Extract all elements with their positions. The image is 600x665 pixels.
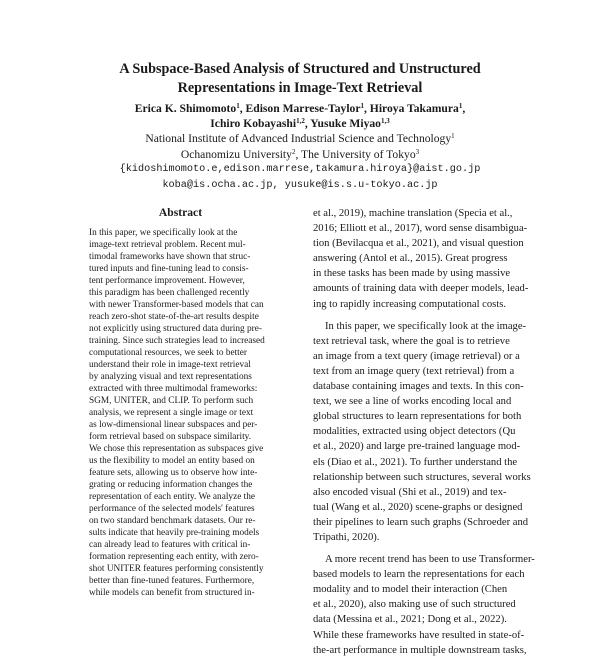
body-line: text from an image query (text retrieval) from a	[313, 365, 515, 377]
author-separator: ,	[239, 102, 246, 115]
abstract-line: tured inputs and fine-tuning lead to consis-	[89, 264, 249, 274]
author-name: Hiroya Takamura	[369, 102, 459, 115]
email-line: koba@is.ocha.ac.jp, yusuke@is.s.u-tokyo.ac.jp	[162, 180, 438, 191]
abstract-line: better than fine-tuned features. Furthermore,	[89, 576, 255, 586]
body-line: et al., 2019), machine translation (Specia et al.,	[313, 208, 513, 219]
author-affil-sup: 1	[236, 102, 240, 110]
body-line: et al., 2020), also making use of such structured	[313, 599, 516, 611]
affiliation-aist: National Institute of Advanced Industrial Science and Technology	[145, 132, 452, 145]
abstract-line: performance of the selected models' features	[89, 504, 255, 514]
author-name: Ichiro Kobayashi	[210, 117, 297, 130]
author-separator: ,	[462, 102, 466, 115]
body-line: modality and to model their interaction (Chen	[313, 584, 508, 596]
intro-column	[313, 206, 535, 665]
abstract-line: shot UNITER features performing consistently	[89, 564, 264, 574]
author-affil-sup: 1,3	[380, 117, 390, 125]
abstract-line: sults indicate that heavily pre-training models	[89, 528, 260, 538]
abstract-line: We chose this representation as subspaces give	[89, 444, 264, 454]
author-affil-sup: 1	[458, 102, 463, 110]
author-line-2	[0, 116, 600, 131]
abstract-line: grating or reducing information changes the	[89, 480, 253, 490]
body-line: amounts of training data with deeper models, lead-	[313, 283, 529, 295]
abstract-line: computational resources, we seek to better	[89, 348, 247, 358]
abstract-heading: Abstract	[158, 206, 203, 219]
body-line: In this paper, we specifically look at the image-	[325, 320, 527, 332]
body-line: text, we see a line of works encoding local and	[313, 396, 512, 408]
abstract-line: understand their role in image-text retrieval	[89, 360, 251, 370]
title-line-1: A Subspace-Based Analysis of Structured and Unstructured	[119, 61, 481, 77]
body-line: text retrieval task, where the goal is to retrieve	[313, 335, 510, 347]
paper-title	[0, 60, 600, 98]
affiliation-tokyo: , The University of Tokyo	[295, 147, 416, 161]
author-name: Erica K. Shimomoto	[134, 102, 237, 115]
body-line: relationship between such structures, several works	[313, 471, 531, 483]
abstract-line: extracted with three multimodal frameworks:	[89, 384, 258, 394]
body-line: also encoded visual (Shi et al., 2019) and tex-	[313, 486, 507, 498]
body-line: an image from a text query (image retrieval) or a	[313, 350, 520, 362]
affiliation-ochanomizu: Ochanomizu University	[180, 147, 292, 161]
body-line: database containing images and texts. In this con-	[313, 381, 524, 393]
author-name: Yusuke Miyao	[310, 117, 381, 130]
abstract-line: with newer Transformer-based models that can	[89, 300, 264, 310]
abstract-body	[89, 227, 272, 599]
abstract-line: reach zero-shot state-of-the-art results despite	[89, 312, 259, 322]
body-line: 2016; Elliott et al., 2017), word sense disambigua-	[313, 223, 528, 235]
body-line: tion (Bevilacqua et al., 2021), and visual question	[313, 238, 524, 250]
body-line: ing to rapidly increasing computational costs.	[313, 298, 506, 310]
affil-sup: 2	[291, 147, 296, 156]
abstract-line: not explicitly using structured data during pre-	[89, 324, 262, 334]
body-line: modalities, extracted using object detectors (Qu	[313, 426, 516, 438]
body-line: et al., 2020) and large pre-trained language mod-	[313, 441, 521, 453]
title-line-2: Representations in Image-Text Retrieval	[177, 80, 423, 96]
intro-paragraph-3	[313, 552, 535, 658]
body-line: answering (Antol et al., 2015). Great progress	[313, 253, 508, 265]
body-line: While these frameworks have resulted in state-of-	[313, 629, 525, 641]
author-separator: ,	[304, 117, 311, 130]
body-line: tual (Wang et al., 2020) scene-graphs or designed	[313, 501, 523, 513]
abstract-line: by analyzing visual and text representations	[89, 372, 252, 382]
body-line: Tripathi, 2020).	[313, 531, 380, 543]
abstract-line: form retrieval based on subspace similarity.	[89, 432, 252, 442]
abstract-line: representation of each entity. We analyze the	[89, 492, 255, 502]
abstract-line: training. Since such strategies lead to increased	[89, 336, 265, 346]
affil-sup: 1	[451, 132, 455, 140]
abstract-line: on two standard benchmark datasets. Our re-	[89, 516, 256, 526]
body-line: their pipelines to learn such graphs (Schroeder and	[313, 516, 529, 528]
affiliation-line-1	[0, 131, 600, 147]
abstract-line: image-text retrieval problem. Recent mul-	[89, 240, 246, 250]
body-line: global structures to learn representations for both	[313, 411, 522, 423]
abstract-line: SGM, UNITER, and CLIP. To perform such	[89, 396, 254, 406]
abstract-line: timodal frameworks have shown that struc-	[89, 252, 251, 262]
author-line-1	[0, 101, 600, 116]
abstract-line: analysis, we represent a single image or text	[89, 408, 254, 418]
abstract-line: while models can benefit from structured in-	[89, 588, 255, 598]
abstract-line: can already lead to features with critical in-	[89, 540, 251, 550]
body-line: in these tasks has been made by using massive	[313, 268, 511, 280]
body-line: data (Messina et al., 2021; Dong et al., 2022).	[313, 614, 507, 626]
author-separator: ,	[364, 102, 370, 115]
abstract-line: formation representing each entity, with zero-	[89, 552, 259, 562]
email-block	[0, 162, 600, 194]
abstract-line: this paradigm has been challenged recently	[89, 288, 250, 298]
abstract-line: as low-dimensional linear subspaces and per-	[89, 420, 258, 430]
body-line: the-art performance in multiple downstream tasks,	[313, 644, 527, 656]
author-list	[0, 101, 600, 131]
affiliations	[0, 131, 600, 162]
body-line: A more recent trend has been to use Transformer-	[325, 554, 535, 566]
abstract-line: tent performance improvement. However,	[89, 276, 245, 286]
intro-paragraph-1	[313, 206, 529, 312]
email-line: {kidoshimomoto.e,edison.marrese,takamura.hiroya}@aist.go.jp	[119, 164, 481, 175]
affil-sup: 3	[415, 147, 420, 156]
abstract-line: In this paper, we specifically look at the	[89, 228, 238, 238]
affiliation-line-2	[0, 147, 600, 163]
body-line: els (Diao et al., 2021). To further understand the	[313, 456, 518, 468]
author-affil-sup: 1	[360, 102, 364, 110]
abstract-line: us the flexibility to model an entity based on	[89, 456, 255, 466]
author-name: Edison Marrese-Taylor	[245, 102, 361, 115]
intro-paragraph-2	[313, 319, 531, 545]
author-affil-sup: 1,2	[296, 117, 305, 125]
body-line: based models to learn the representations for each	[313, 569, 525, 581]
abstract-line: feature sets, allowing us to observe how inte-	[89, 468, 258, 478]
